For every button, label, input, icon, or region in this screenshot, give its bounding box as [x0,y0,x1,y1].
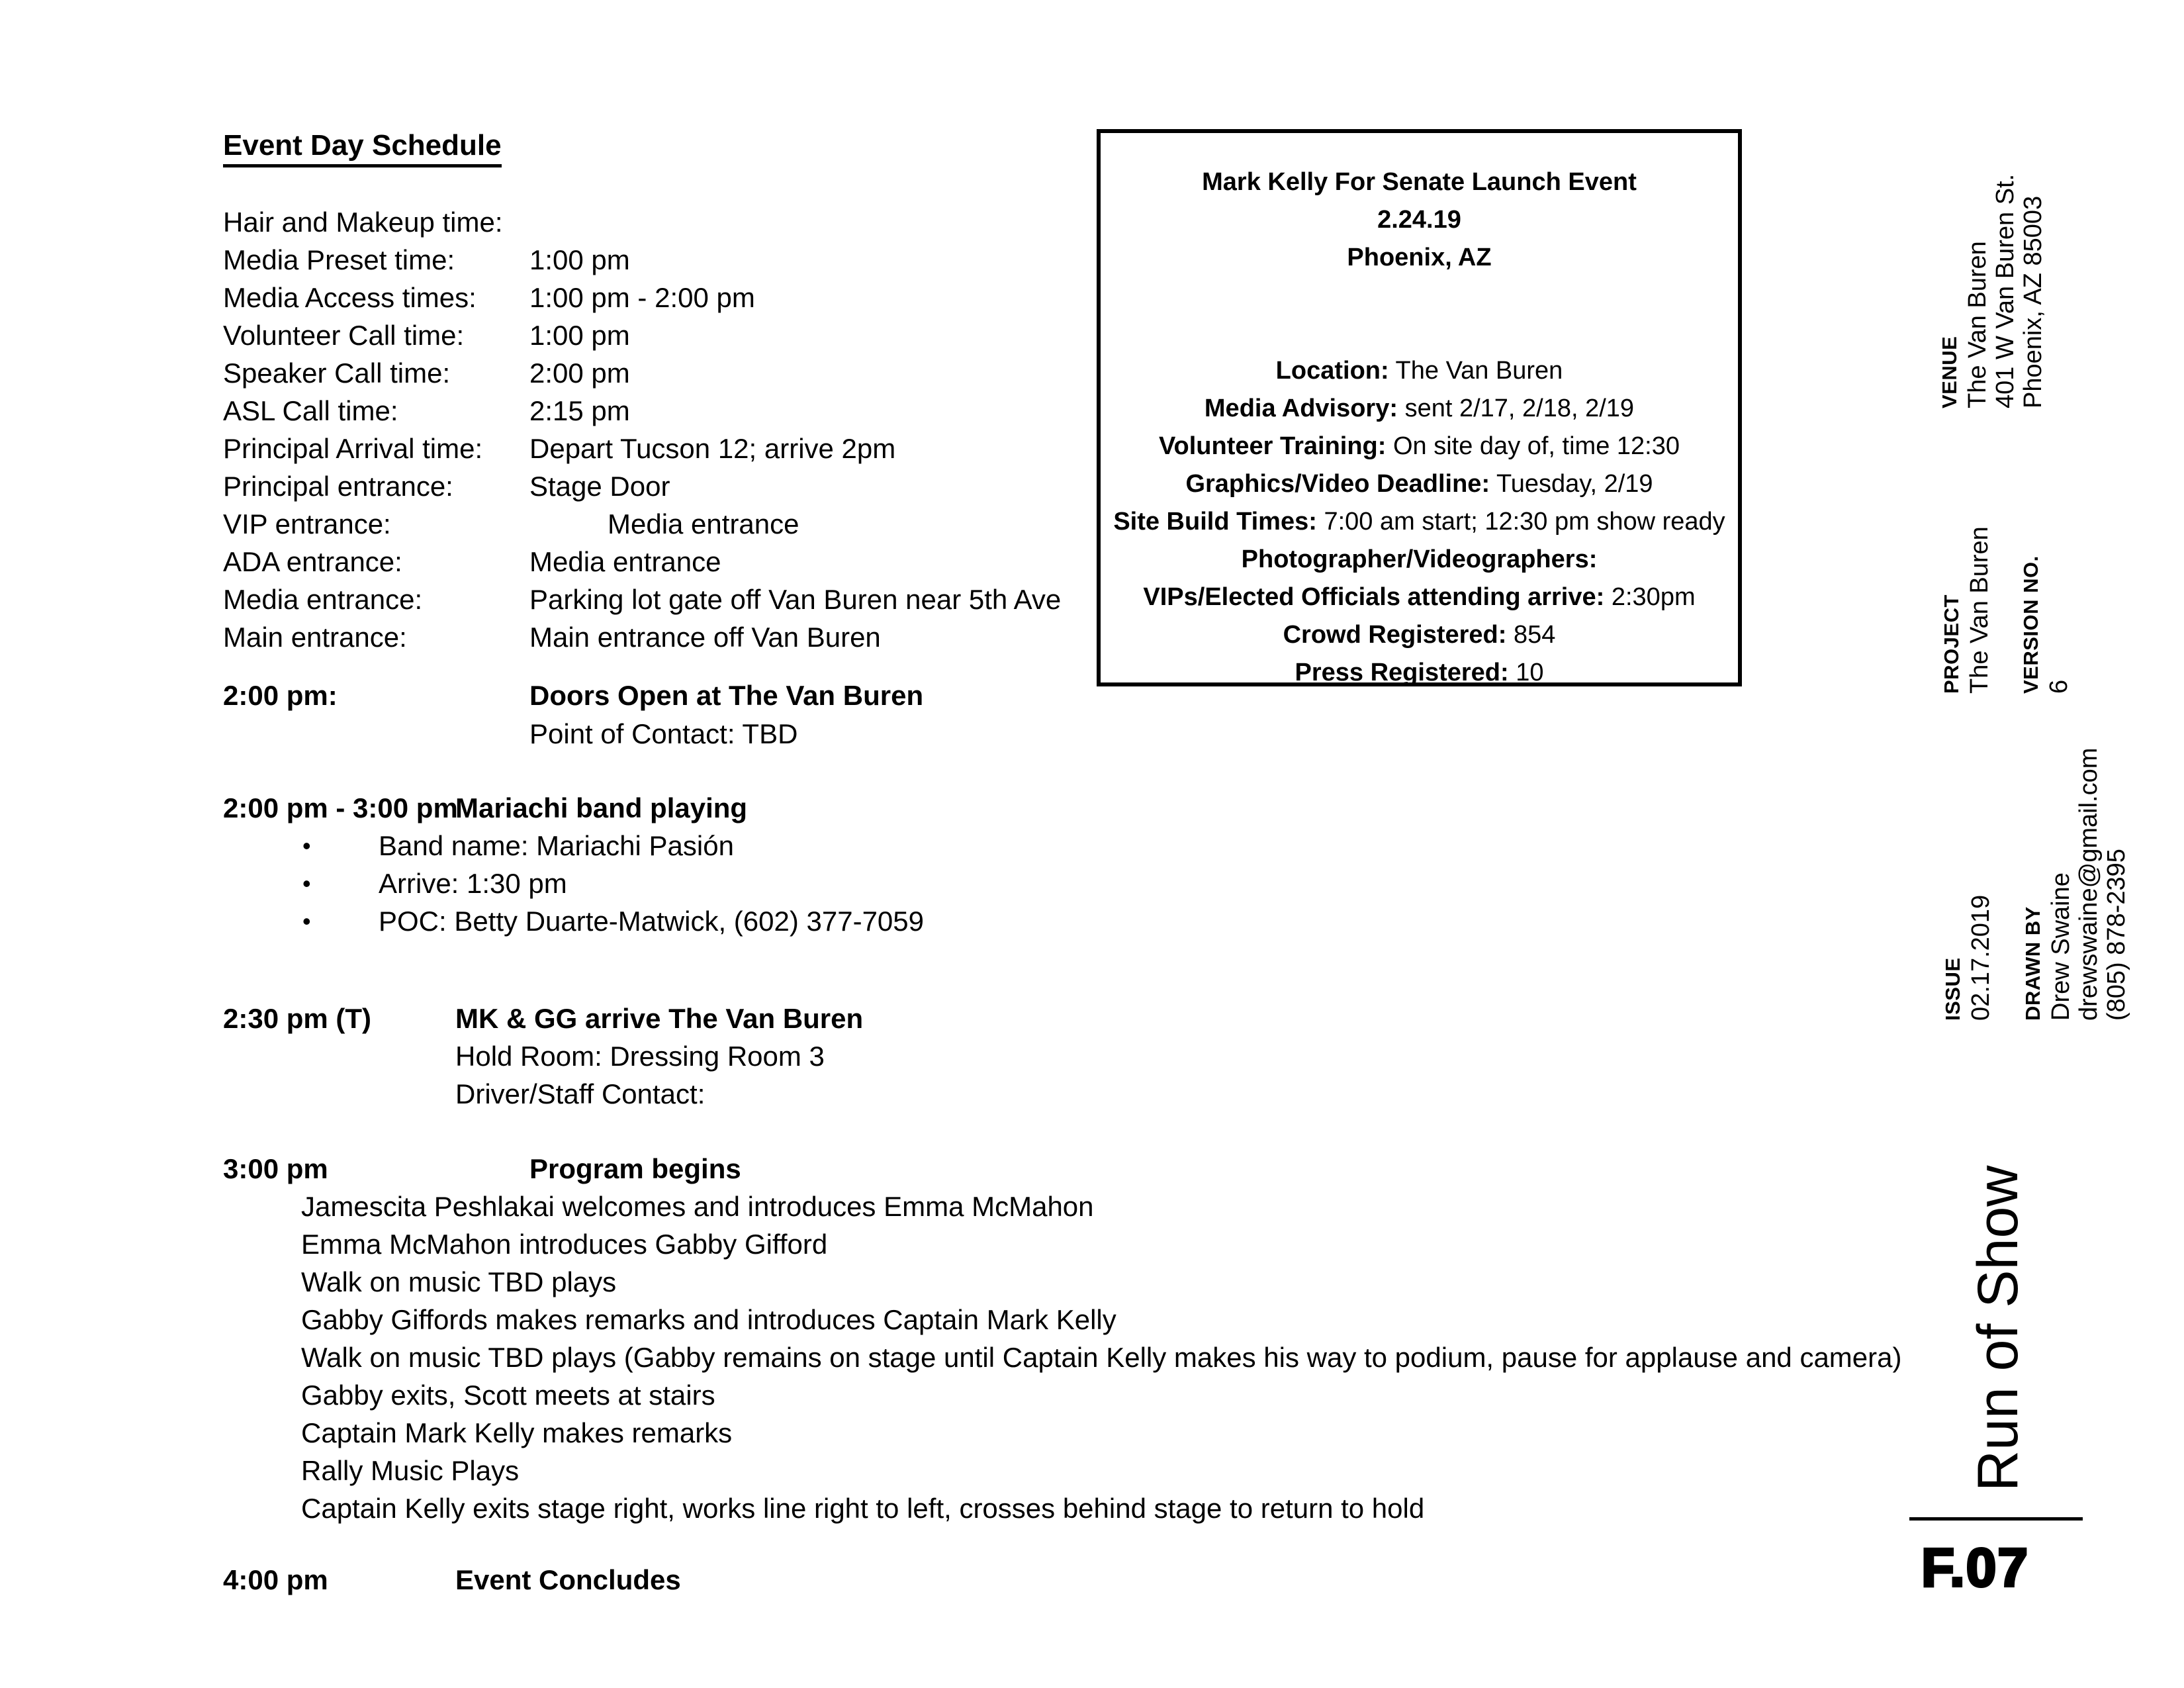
info-value: 10 [1508,659,1544,686]
info-value: Tuesday, 2/19 [1490,470,1653,498]
project-label: PROJECT [1940,594,1963,694]
info-line [1101,503,1738,541]
schedule-label: Volunteer Call time: [223,320,465,351]
schedule-label: Media Preset time: [223,244,455,275]
schedule-label: Principal Arrival time: [223,433,483,464]
drawn-by-phone: (805) 878-2395 [2103,849,2130,1021]
venue-label: VENUE [1938,336,1961,408]
program-item: Rally Music Plays [301,1455,520,1486]
info-value: 7:00 am start; 12:30 pm show ready [1316,508,1725,536]
info-line [1101,390,1738,428]
section-title: Program begins [529,1153,741,1184]
mariachi-row [223,789,747,827]
time-label: 2:30 pm (T) [223,1003,372,1034]
info-value: 854 [1506,621,1556,649]
info-label: Volunteer Training: [1158,432,1387,460]
info-line [1101,654,1738,692]
program-item: Captain Mark Kelly makes remarks [301,1417,733,1448]
program-item: Walk on music TBD plays (Gabby remains on stage until Captain Kelly makes his way to podium, pause for applause and camera) [301,1342,1902,1373]
doors-open-detail [529,715,797,753]
schedule-label: VIP entrance: [223,508,391,539]
project-name: The Van Buren [1966,526,1993,694]
titleblock-venue [1936,174,2047,408]
event-city: Phoenix, AZ [1347,244,1492,271]
detail-text: Driver/Staff Contact: [455,1078,705,1109]
bullet-text: Band name: Mariachi Pasión [379,830,734,861]
info-label: Graphics/Video Deadline: [1185,470,1490,498]
schedule-row [223,316,1061,354]
info-value: sent 2/17, 2/18, 2/19 [1398,395,1635,422]
bullet-text: Arrive: 1:30 pm [379,868,567,899]
drawn-by-label: DRAWN BY [2021,906,2044,1021]
schedule-row [223,581,1061,618]
doors-open-row [223,677,923,714]
divider-line [1909,1517,2083,1521]
schedule-row [223,203,1061,241]
schedule-row [223,543,1061,581]
bullet-icon: • [302,832,311,859]
detail-text: Point of Contact: TBD [529,718,798,749]
drawn-by-email: drewswaine@gmail.com [2075,747,2103,1021]
schedule-row [223,392,1061,430]
schedule-row [223,241,1061,279]
arrival-detail [455,1037,825,1075]
info-label: Press Registered: [1295,659,1509,686]
mariachi-bullet-list [302,827,924,940]
time-label: 2:00 pm: [223,680,338,711]
arrival-detail [455,1075,705,1113]
schedule-label: ADA entrance: [223,546,402,577]
schedule-value: Main entrance off Van Buren [529,622,881,653]
program-item: Emma McMahon introduces Gabby Gifford [301,1229,828,1260]
titleblock-project [1938,526,1993,694]
event-date: 2.24.19 [1377,206,1461,234]
info-value: The Van Buren [1388,357,1563,385]
info-line [1101,541,1738,579]
info-line [1101,352,1738,390]
bullet-text: POC: Betty Duarte-Matwick, (602) 377-7059 [379,906,925,937]
schedule-value: Stage Door [529,471,670,502]
event-day-schedule-list [223,203,1061,656]
schedule-row [223,430,1061,467]
schedule-value: Depart Tucson 12; arrive 2pm [529,433,896,464]
schedule-value: 1:00 pm - 2:00 pm [529,282,755,313]
section-title: Mariachi band playing [455,792,748,823]
schedule-row [223,354,1061,392]
program-item: Gabby Giffords makes remarks and introduces Captain Mark Kelly [301,1304,1116,1335]
info-line [1101,616,1738,654]
sheet-title: Run of Show [1966,1165,2030,1491]
conclude-row [223,1561,681,1599]
spacer [1101,277,1738,352]
schedule-label: Main entrance: [223,622,407,653]
schedule-value: Media entrance [608,508,799,539]
info-label: VIPs/Elected Officials attending arrive: [1143,583,1605,611]
schedule-value: Parking lot gate off Van Buren near 5th Ave [529,584,1062,615]
program-item: Gabby exits, Scott meets at stairs [301,1380,715,1411]
event-info-box [1097,129,1742,686]
bullet-icon: • [302,908,311,935]
schedule-label: Speaker Call time: [223,357,451,389]
drawn-by-name: Drew Swaine [2047,872,2075,1021]
list-item [302,902,924,940]
info-value: On site day of, time 12:30 [1386,432,1680,460]
titleblock-drawn-by [2019,748,2130,1021]
info-label: Site Build Times: [1113,508,1317,536]
event-title: Mark Kelly For Senate Launch Event [1202,168,1637,196]
venue-name: The Van Buren [1964,241,1991,408]
titleblock-version [2017,555,2073,694]
info-label: Crowd Registered: [1283,621,1507,649]
schedule-value: 1:00 pm [529,320,630,351]
time-label: 4:00 pm [223,1564,328,1595]
info-label: Photographer/Videographers: [1241,545,1598,573]
program-item: Walk on music TBD plays [301,1266,617,1297]
program-item: Captain Kelly exits stage right, works line right to left, crosses behind stage to return to hold [301,1493,1425,1524]
schedule-label: ASL Call time: [223,395,398,426]
info-label: Location: [1275,357,1389,385]
list-item [302,827,924,865]
program-row [223,1150,741,1188]
schedule-value: Media entrance [529,546,721,577]
detail-text: Hold Room: Dressing Room 3 [455,1041,825,1072]
time-label: 2:00 pm - 3:00 pm [223,792,458,823]
info-line [1101,579,1738,616]
schedule-label: Media Access times: [223,282,477,313]
page-title: Event Day Schedule [223,130,502,167]
info-label: Media Advisory: [1204,395,1398,422]
program-item-list [301,1188,1902,1527]
section-title: Doors Open at The Van Buren [529,680,924,711]
venue-street: 401 W Van Buren St. [1991,173,2019,408]
info-line [1101,428,1738,465]
info-line [1101,465,1738,503]
bullet-icon: • [302,870,311,897]
section-title: MK & GG arrive The Van Buren [455,1003,864,1034]
schedule-row [223,279,1061,316]
schedule-row [223,618,1061,656]
venue-city: Phoenix, AZ 85003 [2019,195,2047,408]
schedule-value: 2:15 pm [529,395,630,426]
section-title: Event Concludes [455,1564,681,1595]
schedule-label: Media entrance: [223,584,423,615]
schedule-value: 2:00 pm [529,357,630,389]
titleblock-issue [1939,895,1995,1021]
issue-date: 02.17.2019 [1967,894,1995,1021]
schedule-row [223,505,1061,543]
arrival-row [223,1000,863,1037]
schedule-label: Hair and Makeup time: [223,207,503,238]
issue-label: ISSUE [1941,957,1964,1021]
sheet-number: F.07 [1921,1538,2029,1598]
schedule-row [223,467,1061,505]
schedule-label: Principal entrance: [223,471,453,502]
schedule-value: 1:00 pm [529,244,630,275]
time-label: 3:00 pm [223,1153,328,1184]
info-value: 2:30pm [1604,583,1696,611]
program-item: Jamescita Peshlakai welcomes and introduces Emma McMahon [301,1191,1094,1222]
version-number: 6 [2045,679,2073,694]
list-item [302,865,924,902]
version-label: VERSION NO. [2019,555,2042,694]
